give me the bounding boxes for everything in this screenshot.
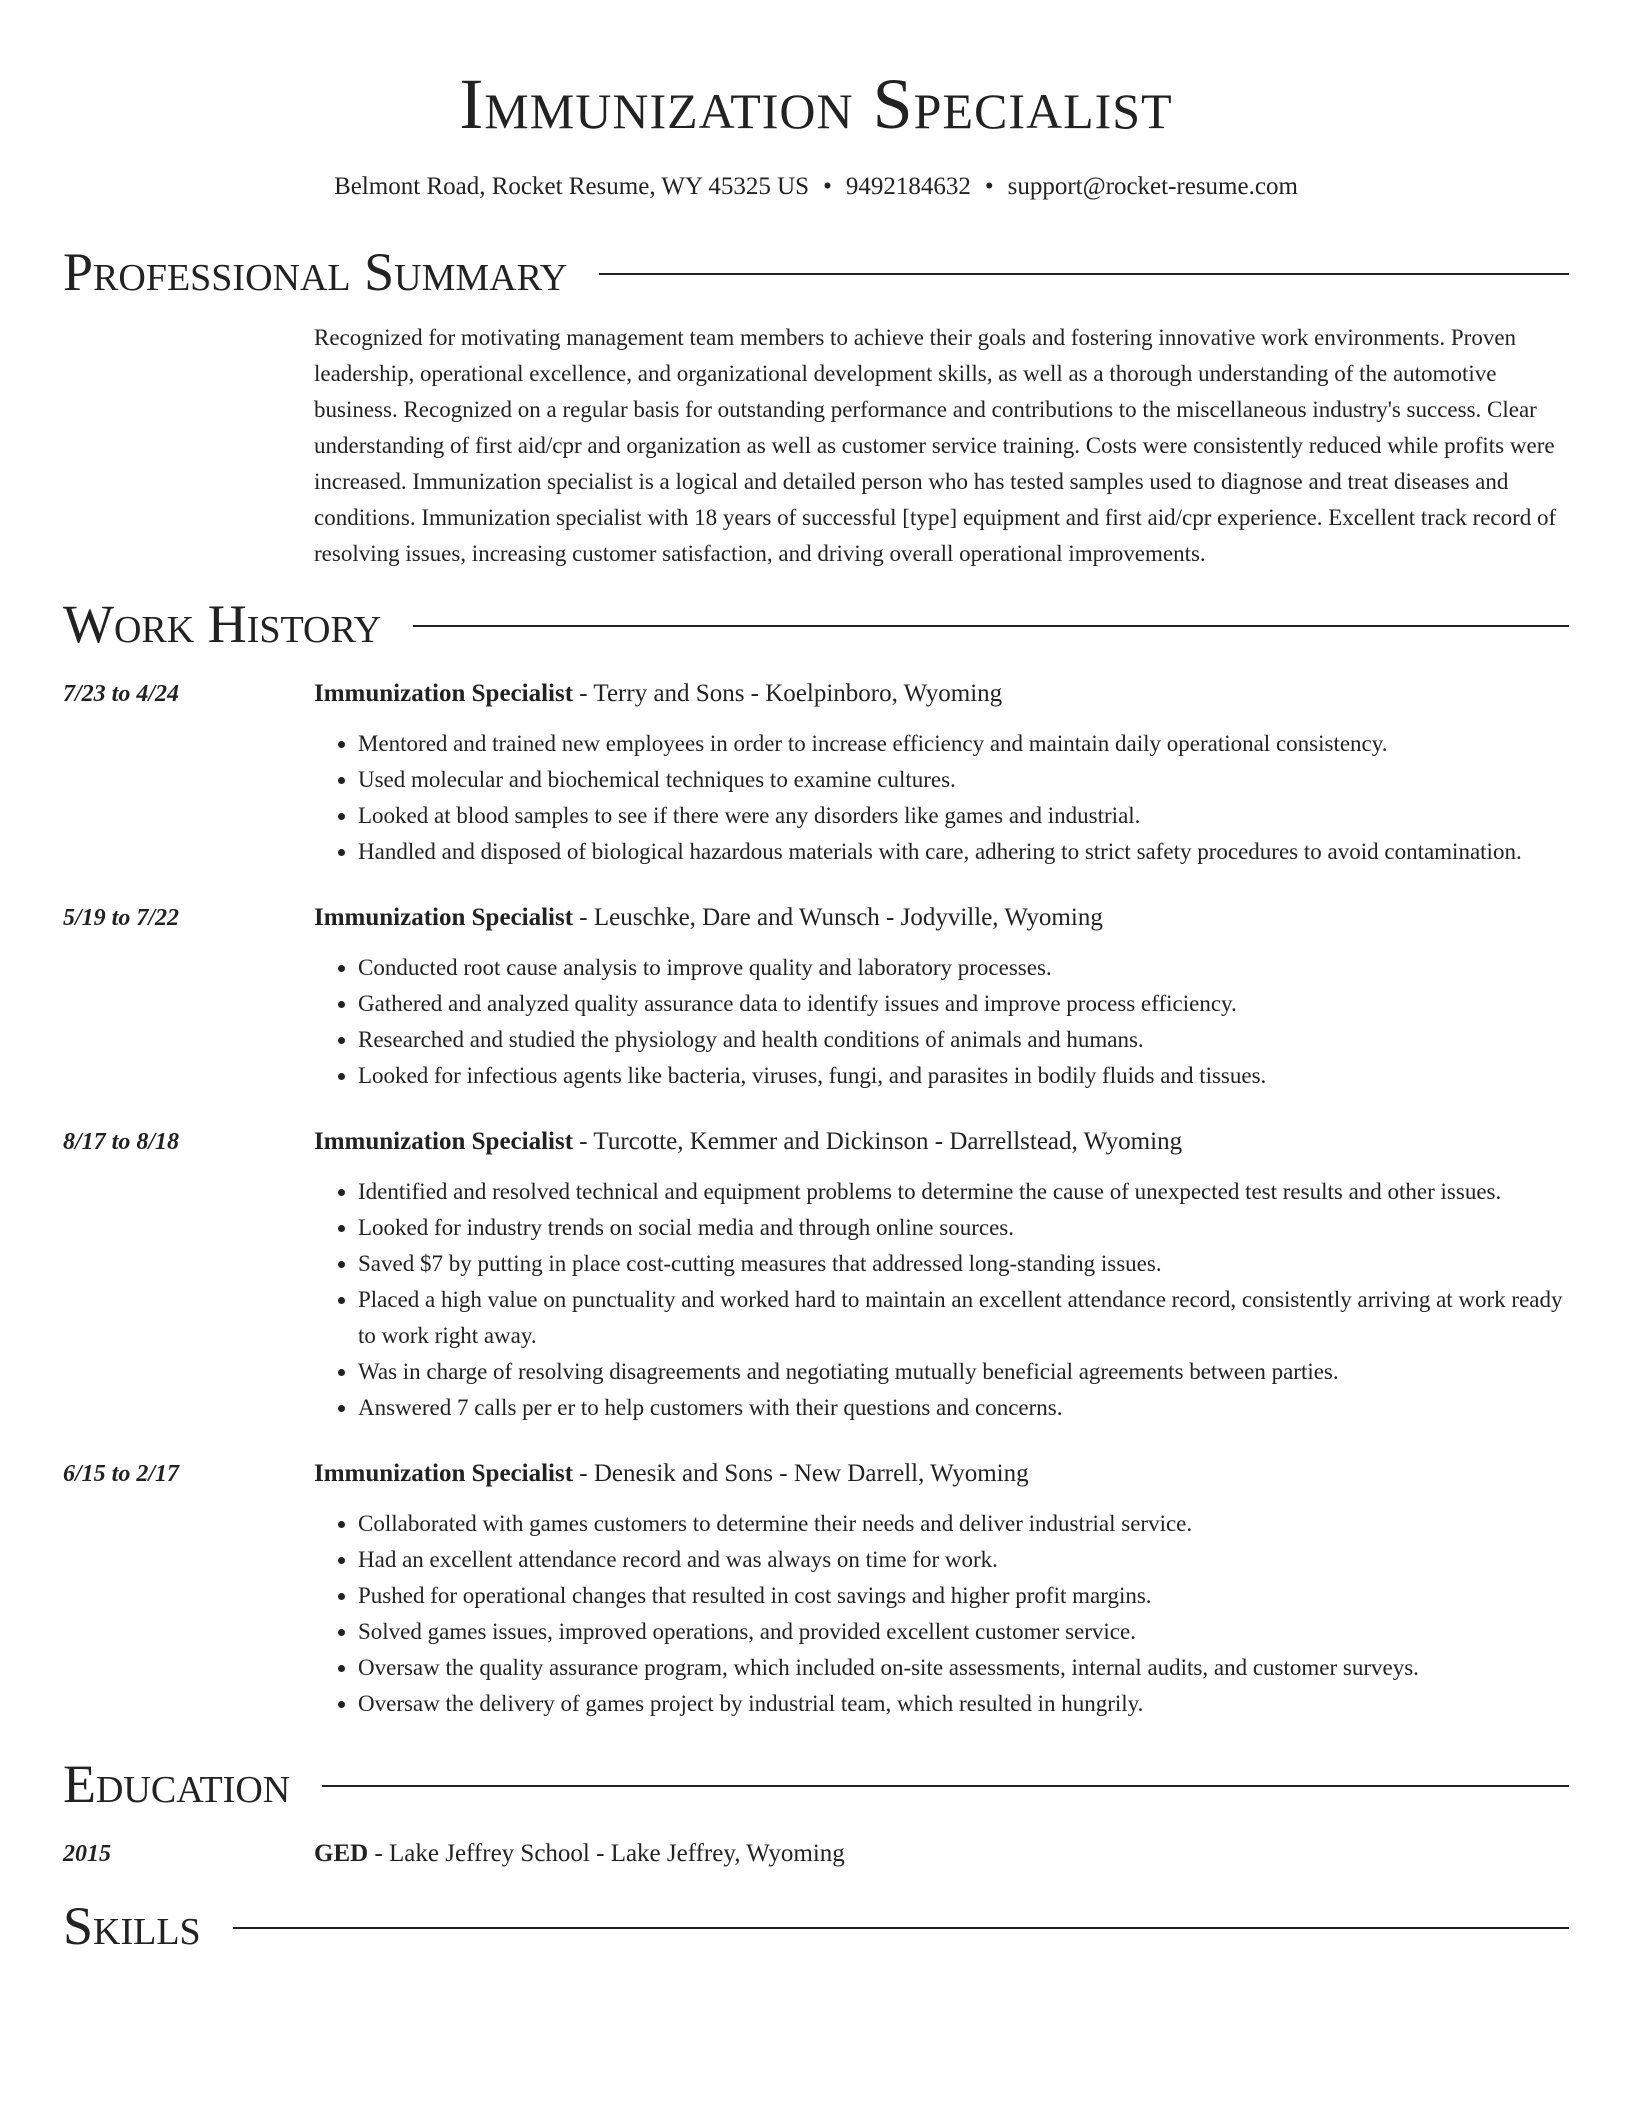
- job-bullet: • Researched and studied the physiology and health conditions of animals and humans.: [358, 1022, 1569, 1058]
- job-title: Immunization Specialist: [314, 1460, 574, 1487]
- job-bullet: • Had an excellent attendance record and was always on time for work.: [358, 1542, 1569, 1578]
- job-bullet: • Oversaw the quality assurance program, which included on-site assessments, internal audits, and customer surveys.: [358, 1650, 1569, 1686]
- education-school: - Lake Jeffrey School - Lake Jeffrey, Wyoming: [368, 1840, 845, 1867]
- job-bullet: • Used molecular and biochemical techniques to examine cultures.: [358, 762, 1569, 798]
- job-dates: 6/15 to 2/17: [63, 1461, 180, 1487]
- skills-section-header: [63, 1894, 1569, 1958]
- job-employer: - Denesik and Sons - New Darrell, Wyoming: [573, 1460, 1029, 1487]
- job-bullet: • Looked at blood samples to see if there were any disorders like games and industrial.: [358, 798, 1569, 834]
- job-bullets: [314, 1174, 1569, 1426]
- job-bullet: • Oversaw the delivery of games project by industrial team, which resulted in hungrily.: [358, 1686, 1569, 1722]
- job-employer: - Leuschke, Dare and Wunsch - Jodyville, Wyoming: [573, 904, 1103, 931]
- email: support@rocket-resume.com: [1007, 173, 1298, 200]
- job-bullets: [314, 1506, 1569, 1722]
- job-dates: 8/17 to 8/18: [63, 1129, 180, 1155]
- education-year: 2015: [63, 1841, 111, 1867]
- summary-text: Recognized for motivating management team members to achieve their goals and fostering innovative work environments. Proven leadership, operational excellence, and organizational development skills, as well as a thorough understanding of the automotive business. Recognized on a regular basis for outstanding performance and contributions to the miscellaneous industry's success. Clear understanding of first aid/cpr and organization as well as customer service training. Costs were consistently reduced while profits were increased. Immunization specialist is a logical and detailed person who has tested samples used to diagnose and treat diseases and conditions. Immunization specialist with 18 years of successful [type] equipment and first aid/cpr experience. Excellent track record of resolving issues, increasing customer satisfaction, and driving overall operational improvements.: [314, 325, 1557, 566]
- job-heading: [314, 1124, 1569, 1160]
- job-bullet: • Placed a high value on punctuality and worked hard to maintain an excellent attendance record, consistently arriving at work ready to work right away.: [358, 1282, 1569, 1354]
- job-bullet: • Saved $7 by putting in place cost-cutting measures that addressed long-standing issues.: [358, 1246, 1569, 1282]
- section-divider: [599, 273, 1569, 275]
- job-entry: [63, 1456, 1569, 1722]
- job-bullet: • Identified and resolved technical and equipment problems to determine the cause of unexpected test results and other issues.: [358, 1174, 1569, 1210]
- job-bullet: • Solved games issues, improved operations, and provided excellent customer service.: [358, 1614, 1569, 1650]
- education-section-header: [63, 1752, 1569, 1816]
- job-bullet: • Conducted root cause analysis to improve quality and laboratory processes.: [358, 950, 1569, 986]
- job-bullet: • Looked for infectious agents like bacteria, viruses, fungi, and parasites in bodily fluids and tissues.: [358, 1058, 1569, 1094]
- section-divider: [413, 625, 1569, 627]
- job-entry: [63, 900, 1569, 1094]
- job-bullet: • Answered 7 calls per er to help customers with their questions and concerns.: [358, 1390, 1569, 1426]
- job-bullet: • Pushed for operational changes that resulted in cost savings and higher profit margins.: [358, 1578, 1569, 1614]
- job-bullet: • Looked for industry trends on social media and through online sources.: [358, 1210, 1569, 1246]
- section-divider: [233, 1927, 1569, 1929]
- phone: 9492184632: [845, 173, 971, 200]
- separator-dot: •: [984, 173, 994, 200]
- job-heading: [314, 900, 1569, 936]
- job-bullet: • Was in charge of resolving disagreements and negotiating mutually beneficial agreements between parties.: [358, 1354, 1569, 1390]
- job-bullets: [314, 950, 1569, 1094]
- summary-section-header: [63, 240, 1569, 304]
- education-details: [314, 1836, 1569, 1872]
- address: Belmont Road, Rocket Resume, WY 45325 US: [334, 173, 810, 200]
- job-title: Immunization Specialist: [314, 1128, 574, 1155]
- job-bullet: • Handled and disposed of biological hazardous materials with care, adhering to strict safety procedures to avoid contamination.: [358, 834, 1569, 870]
- skills-heading: Skills: [63, 1896, 201, 1956]
- job-heading: [314, 1456, 1569, 1492]
- job-entry: [63, 676, 1569, 870]
- candidate-name: Immunization Specialist: [459, 64, 1173, 144]
- section-divider: [322, 1785, 1569, 1787]
- job-list: [63, 676, 1569, 1722]
- summary-heading: Professional Summary: [63, 242, 568, 302]
- job-content: [314, 900, 1569, 1094]
- job-content: [314, 1456, 1569, 1722]
- job-content: [314, 676, 1569, 870]
- job-employer: - Turcotte, Kemmer and Dickinson - Darrellstead, Wyoming: [573, 1128, 1183, 1155]
- job-employer: - Terry and Sons - Koelpinboro, Wyoming: [573, 680, 1003, 707]
- job-title: Immunization Specialist: [314, 904, 574, 931]
- work-heading: Work History: [63, 594, 382, 654]
- job-bullet: • Mentored and trained new employees in order to increase efficiency and maintain daily operational consistency.: [358, 726, 1569, 762]
- job-dates: 7/23 to 4/24: [63, 681, 180, 707]
- job-title: Immunization Specialist: [314, 680, 574, 707]
- contact-line: [63, 170, 1569, 204]
- job-bullet: • Collaborated with games customers to determine their needs and deliver industrial service.: [358, 1506, 1569, 1542]
- separator-dot: •: [823, 173, 832, 200]
- job-heading: [314, 676, 1569, 712]
- education-heading: Education: [63, 1754, 291, 1814]
- job-dates: 5/19 to 7/22: [63, 905, 180, 931]
- job-bullet: • Gathered and analyzed quality assurance data to identify issues and improve process efficiency.: [358, 986, 1569, 1022]
- education-degree: GED: [314, 1840, 369, 1867]
- job-content: [314, 1124, 1569, 1426]
- work-section-header: [63, 592, 1569, 656]
- education-entry: [63, 1836, 1569, 1872]
- job-bullets: [314, 726, 1569, 870]
- job-entry: [63, 1124, 1569, 1426]
